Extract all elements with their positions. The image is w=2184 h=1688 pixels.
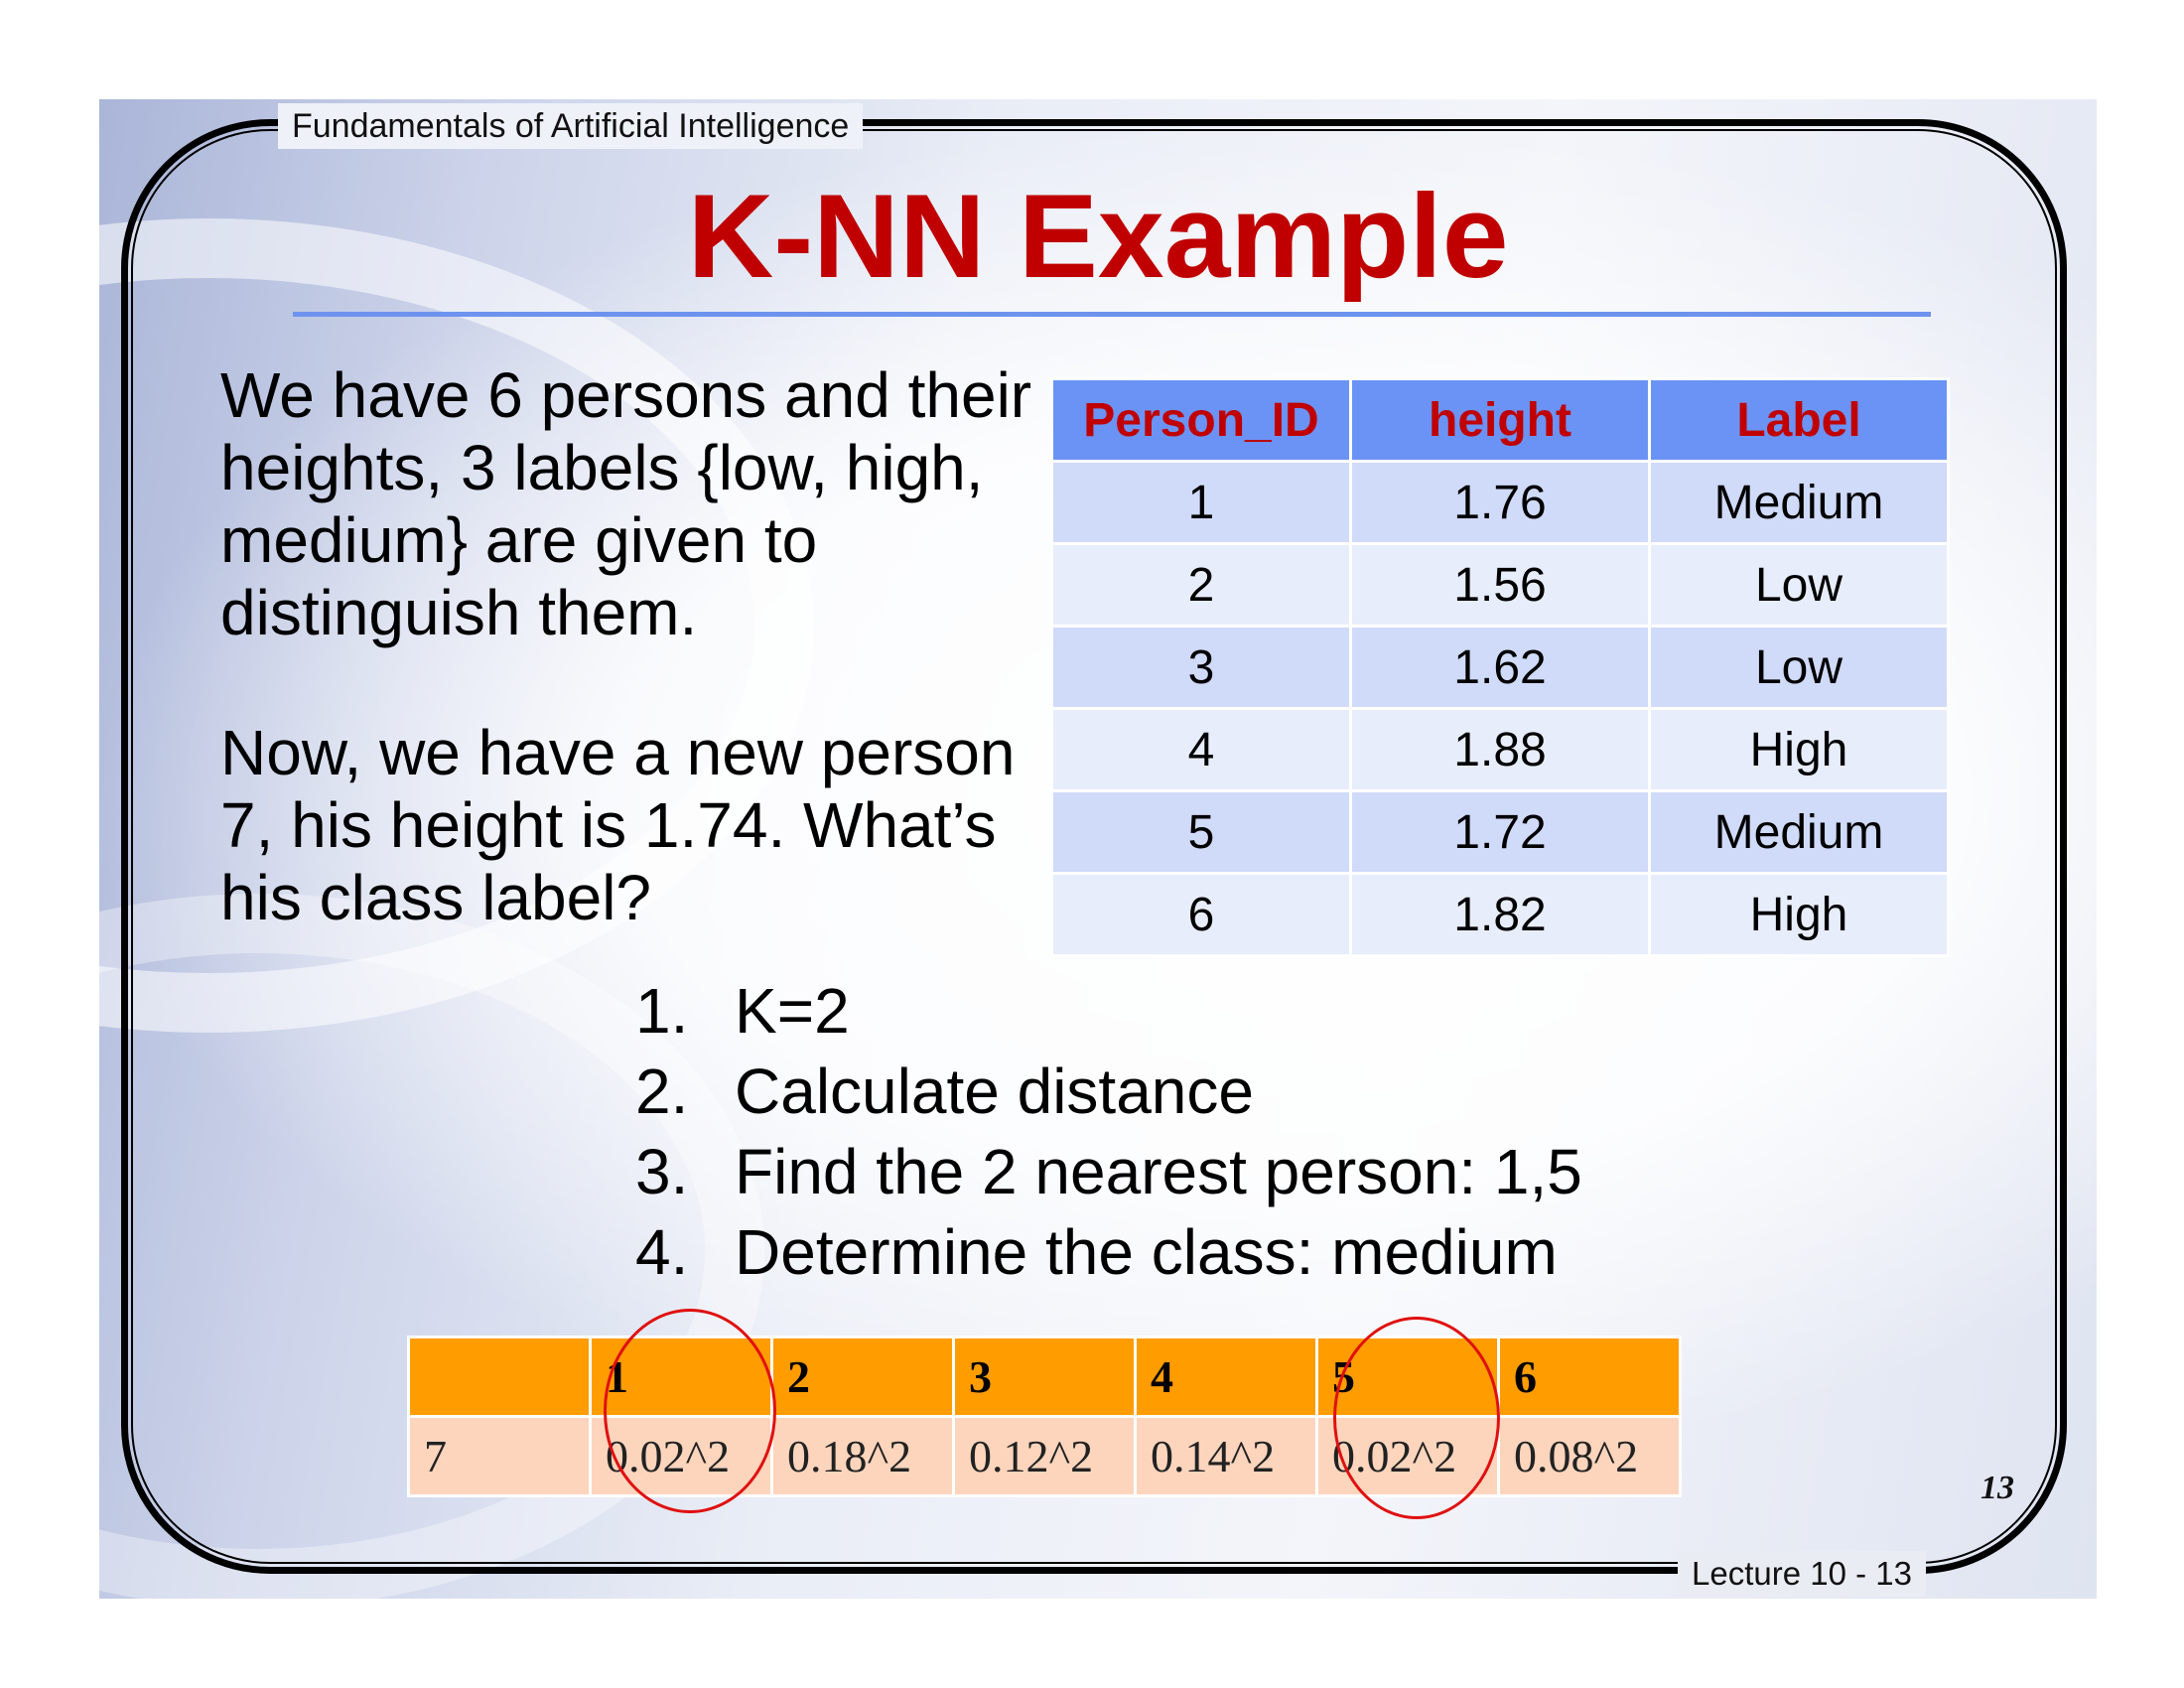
nearest-circle-5 bbox=[1333, 1317, 1500, 1519]
cell-person-id: 4 bbox=[1052, 709, 1351, 791]
distance-cell-4: 0.14^2 bbox=[1136, 1417, 1317, 1496]
list-item bbox=[635, 1132, 1582, 1212]
cell-height: 1.62 bbox=[1351, 627, 1650, 709]
distance-header-corner bbox=[409, 1337, 591, 1417]
cell-height: 1.82 bbox=[1351, 874, 1650, 956]
title-underline bbox=[293, 312, 1931, 317]
step-number: 3. bbox=[635, 1136, 689, 1207]
intro-paragraph-1: We have 6 persons and their heights, 3 labels {low, high, medium} are given to distinguish them. bbox=[220, 359, 1032, 648]
distance-header-6: 6 bbox=[1499, 1337, 1681, 1417]
table-row bbox=[1052, 544, 1949, 627]
header-person-id: Person_ID bbox=[1052, 379, 1351, 462]
cell-label: Medium bbox=[1650, 791, 1949, 874]
list-item bbox=[635, 1212, 1582, 1293]
cell-label: Low bbox=[1650, 627, 1949, 709]
table-row bbox=[1052, 874, 1949, 956]
cell-height: 1.56 bbox=[1351, 544, 1650, 627]
distance-header-1: 1 bbox=[591, 1337, 772, 1417]
header-height: height bbox=[1351, 379, 1650, 462]
table-row bbox=[1052, 462, 1949, 544]
cell-person-id: 1 bbox=[1052, 462, 1351, 544]
step-number: 1. bbox=[635, 975, 689, 1047]
step-number: 2. bbox=[635, 1055, 689, 1127]
intro-paragraph-2: Now, we have a new person 7, his height is 1.74. What’s his class label? bbox=[220, 717, 1016, 933]
distance-cell-3: 0.12^2 bbox=[954, 1417, 1136, 1496]
distance-cell-2: 0.18^2 bbox=[772, 1417, 954, 1496]
cell-height: 1.76 bbox=[1351, 462, 1650, 544]
table-row bbox=[1052, 627, 1949, 709]
slide-title: K-NN Example bbox=[687, 170, 1509, 303]
step-text: K=2 bbox=[735, 975, 850, 1047]
step-text: Calculate distance bbox=[735, 1055, 1254, 1127]
table-row bbox=[1052, 709, 1949, 791]
steps-list bbox=[635, 971, 1582, 1293]
cell-label: High bbox=[1650, 874, 1949, 956]
distance-header-4: 4 bbox=[1136, 1337, 1317, 1417]
step-text: Find the 2 nearest person: 1,5 bbox=[735, 1136, 1582, 1207]
distance-cell-1: 0.02^2 bbox=[591, 1417, 772, 1496]
lecture-label: Lecture 10 - 13 bbox=[1678, 1551, 1926, 1597]
table-row bbox=[1052, 791, 1949, 874]
cell-label: Low bbox=[1650, 544, 1949, 627]
distance-header-2: 2 bbox=[772, 1337, 954, 1417]
cell-height: 1.88 bbox=[1351, 709, 1650, 791]
step-number: 4. bbox=[635, 1216, 689, 1288]
header-label: Label bbox=[1650, 379, 1949, 462]
distance-cell-6: 0.08^2 bbox=[1499, 1417, 1681, 1496]
height-table bbox=[1050, 377, 1950, 957]
distance-row-label: 7 bbox=[409, 1417, 591, 1496]
distance-header-3: 3 bbox=[954, 1337, 1136, 1417]
list-item bbox=[635, 1052, 1582, 1132]
distance-cell-5: 0.02^2 bbox=[1317, 1417, 1499, 1496]
cell-person-id: 6 bbox=[1052, 874, 1351, 956]
height-table-header-row bbox=[1052, 379, 1949, 462]
distance-header-5: 5 bbox=[1317, 1337, 1499, 1417]
cell-person-id: 5 bbox=[1052, 791, 1351, 874]
step-text: Determine the class: medium bbox=[735, 1216, 1558, 1288]
slide-number: 13 bbox=[1980, 1470, 2014, 1506]
nearest-circle-1 bbox=[604, 1309, 776, 1513]
cell-person-id: 2 bbox=[1052, 544, 1351, 627]
list-item bbox=[635, 971, 1582, 1052]
cell-person-id: 3 bbox=[1052, 627, 1351, 709]
cell-label: Medium bbox=[1650, 462, 1949, 544]
cell-label: High bbox=[1650, 709, 1949, 791]
course-name: Fundamentals of Artificial Intelligence bbox=[278, 103, 863, 149]
slide bbox=[99, 99, 2097, 1599]
cell-height: 1.72 bbox=[1351, 791, 1650, 874]
